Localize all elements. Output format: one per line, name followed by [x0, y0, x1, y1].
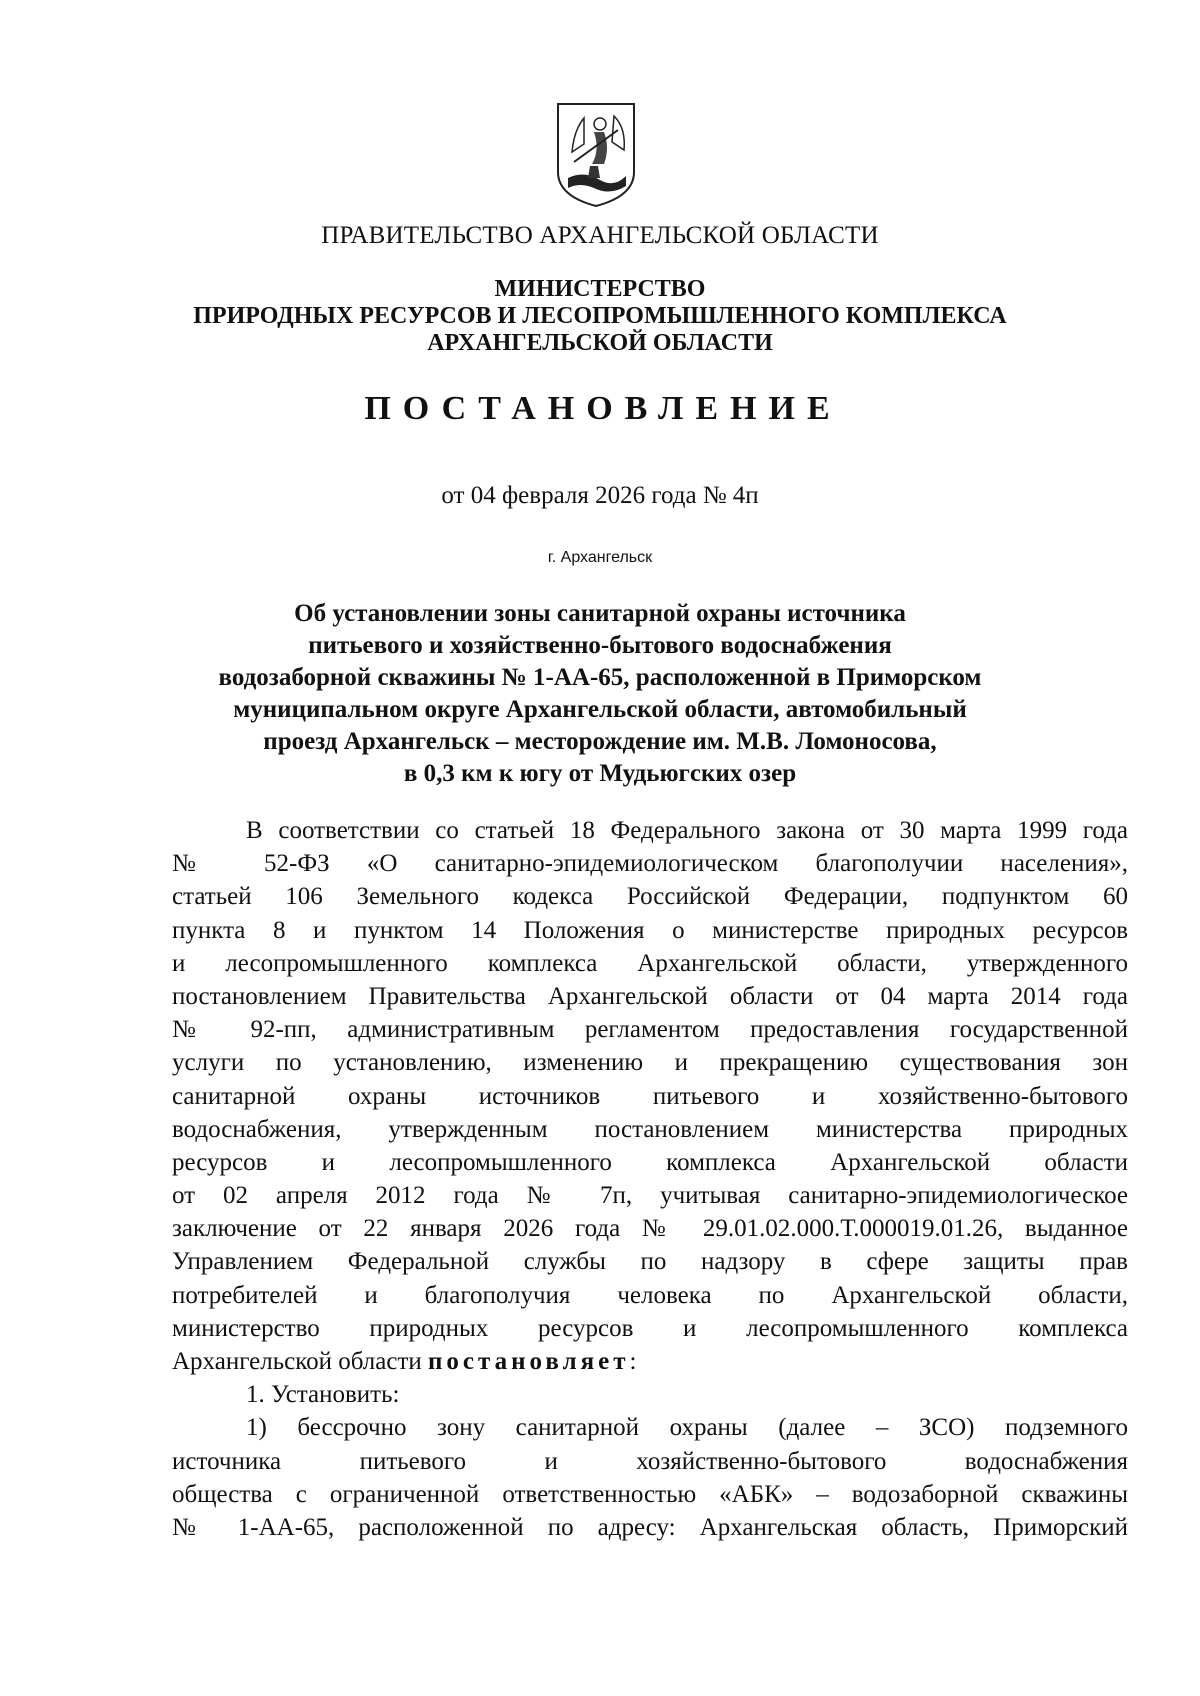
decree-line [172, 1345, 1128, 1378]
body-line: и лесопромышленного комплекса Архангельской области, утвержденного [172, 949, 1128, 977]
body-line: пункта 8 и пунктом 14 Положения о министерстве природных ресурсов [172, 916, 1128, 944]
body-line: № 52-ФЗ «О санитарно-эпидемиологическом благополучии населения», [172, 850, 1128, 878]
body-line: министерство природных ресурсов и лесопромышленного комплекса [172, 1314, 1128, 1342]
body-line: В соответствии со статьей 18 Федерального закона от 30 марта 1999 года [246, 817, 1128, 844]
body-line: статьей 106 Земельного кодекса Российской Федерации, подпунктом 60 [172, 883, 1128, 911]
body-line: постановлением Правительства Архангельской области от 04 марта 2014 года [172, 982, 1128, 1010]
body-line: Управлением Федеральной службы по надзору в сфере защиты прав [172, 1248, 1128, 1276]
body-line: № 92-пп, административным регламентом предоставления государственной [172, 1016, 1128, 1044]
body-line: услуги по установлению, изменению и прекращению существования зон [172, 1049, 1128, 1077]
subitem-line: 1) бессрочно зону санитарной охраны (далее – ЗСО) подземного [246, 1414, 1128, 1442]
subitem-line: источника питьевого и хозяйственно-бытового водоснабжения [172, 1447, 1128, 1475]
ministry-name [0, 276, 1200, 357]
decree-prefix: Архангельской области [172, 1348, 429, 1375]
coat-of-arms-icon [554, 100, 638, 210]
ministry-line: МИНИСТЕРСТВО [494, 276, 706, 302]
title-line: водозаборной скважины № 1-АА-65, расположенной в Приморском [218, 664, 982, 691]
ministry-line: ПРИРОДНЫХ РЕСУРСОВ И ЛЕСОПРОМЫШЛЕННОГО КОМПЛЕКСА [193, 303, 1007, 329]
body-line: ресурсов и лесопромышленного комплекса Архангельской области [172, 1148, 1128, 1176]
subitem-line: общества с ограниченной ответственностью «АБК» – водозаборной скважины [172, 1480, 1128, 1508]
body-line: от 02 апреля 2012 года № 7п, учитывая санитарно-эпидемиологическое [172, 1182, 1128, 1210]
title-line: Об установлении зоны санитарной охраны источника [294, 600, 906, 627]
body-line: водоснабжения, утвержденным постановлением министерства природных [172, 1115, 1128, 1143]
title-line: питьевого и хозяйственно-бытового водоснабжения [308, 632, 892, 659]
document-number: 4п [732, 482, 759, 509]
body-line: потребителей и благополучия человека по Архангельской области, [172, 1281, 1128, 1309]
document-body [172, 814, 1128, 1544]
item-1: 1. Установить: [246, 1381, 400, 1409]
government-name: ПРАВИТЕЛЬСТВО АРХАНГЕЛЬСКОЙ ОБЛАСТИ [321, 222, 879, 249]
title-line: в 0,3 км к югу от Мудьюгских озер [403, 760, 797, 787]
document-date: от 04 февраля 2026 года № [441, 482, 727, 509]
body-line: санитарной охраны источников питьевого и хозяйственно-бытового [172, 1082, 1128, 1110]
body-line: заключение от 22 января 2026 года № 29.01.02.000.Т.000019.01.26, выданное [172, 1215, 1128, 1243]
title-line: проезд Архангельск – месторождение им. М.В. Ломоносова, [263, 728, 937, 755]
title-line: муниципальном округе Архангельской области, автомобильный [233, 696, 967, 723]
document-date-line [0, 482, 1200, 510]
ministry-line: АРХАНГЕЛЬСКОЙ ОБЛАСТИ [427, 330, 773, 356]
decree-suffix: : [629, 1348, 637, 1375]
subitem-line: № 1-АА-65, расположенной по адресу: Архангельская область, Приморский [172, 1513, 1128, 1541]
decree-keyword: постановляет [428, 1348, 630, 1375]
document-city: г. Архангельск [547, 549, 653, 566]
document-type: ПОСТАНОВЛЕНИЕ [364, 390, 842, 427]
document-title [0, 598, 1200, 790]
